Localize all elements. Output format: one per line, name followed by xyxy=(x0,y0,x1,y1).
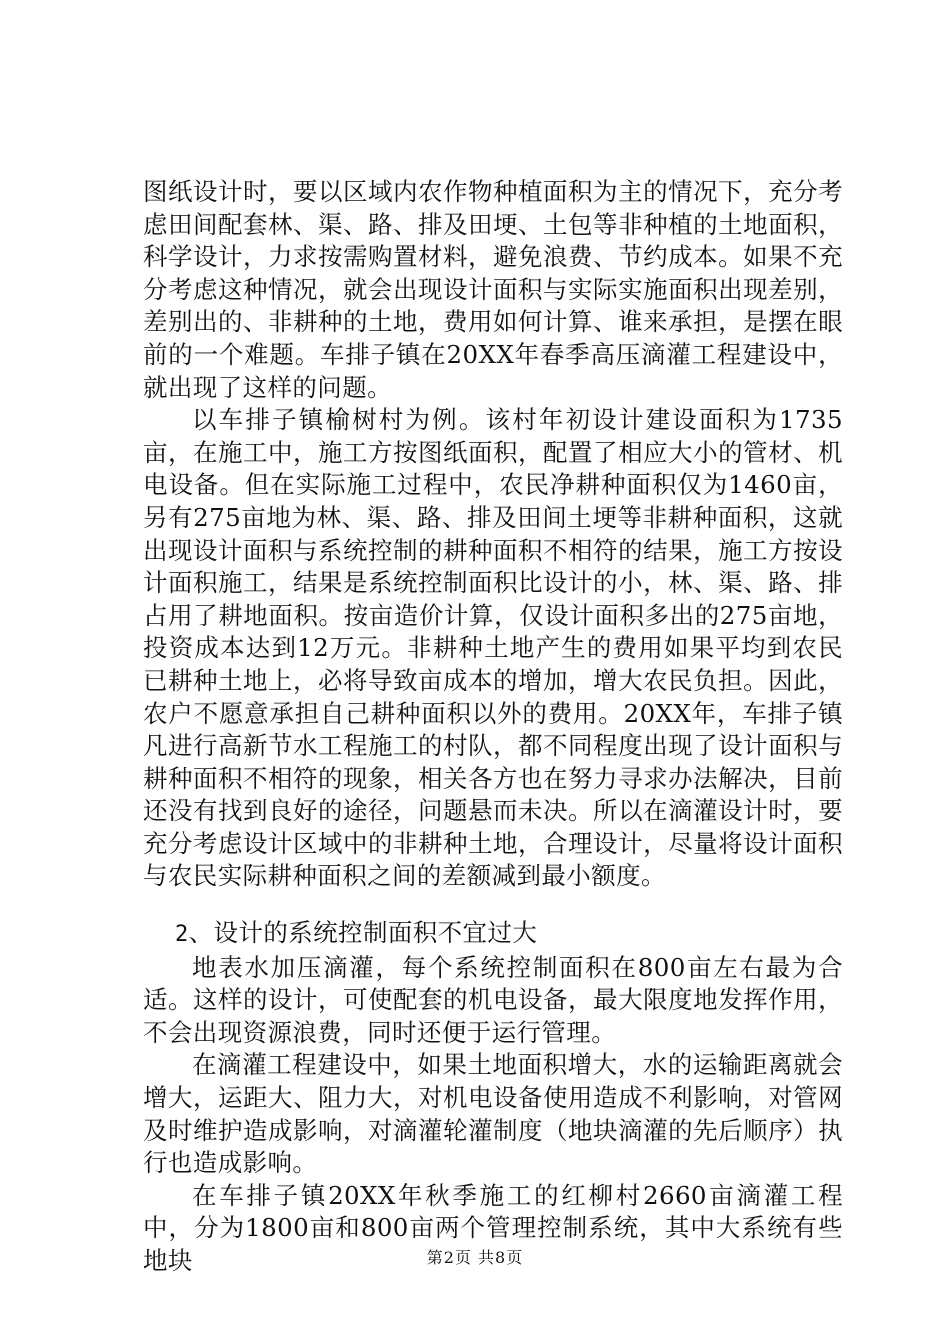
paragraph-yushu-village-example: 以车排子镇榆树村为例。该村年初设计建设面积为1735亩，在施工中，施工方按图纸面积，配置了相应大小的管材、机电设备。但在实际施工过程中，农民净耕种面积仅为1460亩，另有275亩地为林、渠、路、排及田间土埂等非耕种面积，这就出现设计面积与系统控制的耕种面积不相符的结果，施工方按设计面积施工，结果是系统控制面积比设计的小，林、渠、路、排占用了耕地面积。按亩造价计算，仅设计面积多出的275亩地，投资成本达到12万元。非耕种土地产生的费用如果平均到农民已耕种土地上，必将导致亩成本的增加，增大农民负担。因此，农户不愿意承担自己耕种面积以外的费用。20XX年，车排子镇凡进行高新节水工程施工的村队，都不同程度出现了设计面积与耕种面积不相符的现象，相关各方也在努力寻求办法解决，目前还没有找到良好的途径，问题悬而未决。所以在滴灌设计时，要充分考虑设计区域中的非耕种土地，合理设计，尽量将设计面积与农民实际耕种面积之间的差额减到最小额度。 xyxy=(143,405,843,891)
paragraph-land-area-increase: 在滴灌工程建设中，如果土地面积增大，水的运输距离就会增大，运距大、阻力大，对机电设备使用造成不利影响，对管网及时维护造成影响，对滴灌轮灌制度（地块滴灌的先后顺序）执行也造成影响。 xyxy=(143,1050,843,1178)
section-heading-system-control-area xyxy=(143,917,843,952)
section-heading-text: 、设计的系统控制面积不宜过大 xyxy=(188,918,538,948)
section-heading-number: 2 xyxy=(175,922,189,948)
paragraph-design-area-intro: 图纸设计时，要以区域内农作物种植面积为主的情况下，充分考虑田间配套林、渠、路、排及田埂、土包等非种植的土地面积，科学设计，力求按需购置材料，避免浪费、节约成本。如果不充分考虑这种情况，就会出现设计面积与实际实施面积出现差别，差别出的、非耕种的土地，费用如何计算、谁来承担，是摆在眼前的一个难题。车排子镇在20XX年春季高压滴灌工程建设中，就出现了这样的问题。 xyxy=(143,177,843,402)
paragraph-surface-water-drip: 地表水加压滴灌，每个系统控制面积在800亩左右最为合适。这样的设计，可使配套的机电设备，最大限度地发挥作用，不会出现资源浪费，同时还便于运行管理。 xyxy=(143,952,843,1047)
page-number-footer: 第2页 共8页 xyxy=(426,1248,524,1267)
document-body xyxy=(143,176,843,1278)
paragraph-hongliu-village-example: 在车排子镇20XX年秋季施工的红柳村2660亩滴灌工程中，分为1800亩和800亩两个管理控制系统，其中大系统有些地块 xyxy=(143,1180,843,1275)
